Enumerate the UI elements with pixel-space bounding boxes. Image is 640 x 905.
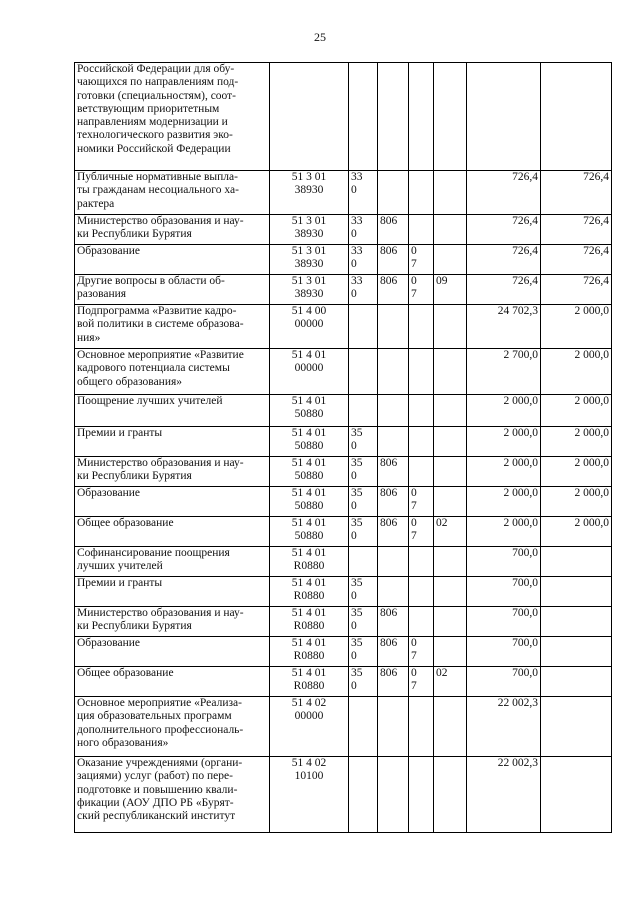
table-row — [75, 487, 612, 517]
table-row — [75, 275, 612, 305]
subsection-code — [434, 577, 467, 607]
amount-2: 726,4 — [541, 215, 612, 245]
row-name: Российской Федерации для обу- чающихся по направлениям под- готовки (специальностям), соот- ветствующим приоритетным направлениям модернизации и технологического развития эко- номики Российской Федерации — [75, 63, 270, 171]
amount-2: 2 000,0 — [541, 349, 612, 395]
subsection-code — [434, 487, 467, 517]
row-name: Другие вопросы в области об- разования — [75, 275, 270, 305]
section-code — [409, 349, 434, 395]
amount-1: 700,0 — [467, 607, 541, 637]
target-article-code: 51 3 01 38930 — [270, 245, 349, 275]
section-code: 0 7 — [409, 245, 434, 275]
section-code — [409, 305, 434, 349]
row-name: Поощрение лучших учителей — [75, 395, 270, 427]
section-code — [409, 697, 434, 757]
subsection-code: 09 — [434, 275, 467, 305]
section-code: 0 7 — [409, 487, 434, 517]
budget-table — [74, 62, 612, 833]
amount-2: 2 000,0 — [541, 517, 612, 547]
expense-type-code: 33 0 — [349, 245, 378, 275]
expense-type-code: 35 0 — [349, 487, 378, 517]
target-article-code: 51 4 01 50880 — [270, 395, 349, 427]
row-name: Основное мероприятие «Реализа- ция образовательных программ дополнительного профессиональ- ного образования» — [75, 697, 270, 757]
target-article-code: 51 4 01 R0880 — [270, 547, 349, 577]
admin-code — [378, 577, 409, 607]
table-row — [75, 215, 612, 245]
section-code: 0 7 — [409, 275, 434, 305]
subsection-code: 02 — [434, 667, 467, 697]
row-name: Образование — [75, 487, 270, 517]
row-name: Премии и гранты — [75, 577, 270, 607]
admin-code: 806 — [378, 245, 409, 275]
admin-code: 806 — [378, 215, 409, 245]
subsection-code — [434, 637, 467, 667]
table-row — [75, 457, 612, 487]
amount-1: 24 702,3 — [467, 305, 541, 349]
subsection-code — [434, 215, 467, 245]
amount-2: 726,4 — [541, 245, 612, 275]
section-code: 0 7 — [409, 637, 434, 667]
admin-code: 806 — [378, 275, 409, 305]
expense-type-code: 35 0 — [349, 427, 378, 457]
admin-code: 806 — [378, 487, 409, 517]
row-name: Основное мероприятие «Развитие кадрового потенциала системы общего образования» — [75, 349, 270, 395]
subsection-code — [434, 607, 467, 637]
target-article-code: 51 4 02 00000 — [270, 697, 349, 757]
amount-2 — [541, 577, 612, 607]
amount-1: 2 000,0 — [467, 457, 541, 487]
admin-code — [378, 171, 409, 215]
section-code — [409, 547, 434, 577]
table-row — [75, 305, 612, 349]
table-row — [75, 517, 612, 547]
amount-2: 2 000,0 — [541, 457, 612, 487]
amount-2 — [541, 637, 612, 667]
amount-1: 22 002,3 — [467, 697, 541, 757]
subsection-code — [434, 757, 467, 833]
table-row — [75, 577, 612, 607]
table-row — [75, 171, 612, 215]
amount-2: 2 000,0 — [541, 305, 612, 349]
target-article-code: 51 4 01 R0880 — [270, 637, 349, 667]
amount-1: 2 000,0 — [467, 487, 541, 517]
row-name: Премии и гранты — [75, 427, 270, 457]
amount-1: 726,4 — [467, 171, 541, 215]
section-code — [409, 457, 434, 487]
section-code — [409, 607, 434, 637]
section-code — [409, 577, 434, 607]
admin-code — [378, 427, 409, 457]
expense-type-code: 35 0 — [349, 457, 378, 487]
target-article-code: 51 4 01 R0880 — [270, 607, 349, 637]
target-article-code: 51 3 01 38930 — [270, 215, 349, 245]
row-name: Софинансирование поощрения лучших учителей — [75, 547, 270, 577]
admin-code: 806 — [378, 607, 409, 637]
amount-1: 700,0 — [467, 667, 541, 697]
row-name: Образование — [75, 637, 270, 667]
expense-type-code — [349, 757, 378, 833]
expense-type-code — [349, 349, 378, 395]
table-row — [75, 427, 612, 457]
table-row — [75, 697, 612, 757]
admin-code — [378, 349, 409, 395]
subsection-code — [434, 245, 467, 275]
amount-1: 2 000,0 — [467, 395, 541, 427]
amount-1: 2 000,0 — [467, 517, 541, 547]
row-name: Оказание учреждениями (органи- зациями) услуг (работ) по пере- подготовке и повышению квали- фикации (АОУ ДПО РБ «Бурят- ский республиканский институт — [75, 757, 270, 833]
amount-1 — [467, 63, 541, 171]
expense-type-code: 33 0 — [349, 171, 378, 215]
section-code — [409, 215, 434, 245]
section-code: 0 7 — [409, 667, 434, 697]
subsection-code — [434, 427, 467, 457]
section-code — [409, 757, 434, 833]
amount-1: 726,4 — [467, 215, 541, 245]
table-row — [75, 245, 612, 275]
amount-2 — [541, 697, 612, 757]
table-row — [75, 395, 612, 427]
expense-type-code: 35 0 — [349, 667, 378, 697]
amount-2 — [541, 607, 612, 637]
subsection-code: 02 — [434, 517, 467, 547]
target-article-code: 51 4 01 00000 — [270, 349, 349, 395]
amount-2 — [541, 63, 612, 171]
section-code — [409, 171, 434, 215]
amount-2: 2 000,0 — [541, 427, 612, 457]
row-name: Общее образование — [75, 517, 270, 547]
target-article-code: 51 4 00 00000 — [270, 305, 349, 349]
target-article-code — [270, 63, 349, 171]
subsection-code — [434, 171, 467, 215]
section-code — [409, 395, 434, 427]
subsection-code — [434, 697, 467, 757]
expense-type-code — [349, 547, 378, 577]
amount-2 — [541, 667, 612, 697]
table-row — [75, 63, 612, 171]
target-article-code: 51 4 02 10100 — [270, 757, 349, 833]
expense-type-code — [349, 395, 378, 427]
table-row — [75, 667, 612, 697]
amount-1: 22 002,3 — [467, 757, 541, 833]
table-row — [75, 607, 612, 637]
subsection-code — [434, 305, 467, 349]
target-article-code: 51 3 01 38930 — [270, 171, 349, 215]
amount-1: 2 700,0 — [467, 349, 541, 395]
expense-type-code: 35 0 — [349, 517, 378, 547]
expense-type-code: 33 0 — [349, 215, 378, 245]
admin-code: 806 — [378, 517, 409, 547]
amount-1: 2 000,0 — [467, 427, 541, 457]
amount-1: 700,0 — [467, 637, 541, 667]
row-name: Подпрограмма «Развитие кадро- вой политики в системе образова- ния» — [75, 305, 270, 349]
admin-code — [378, 395, 409, 427]
admin-code: 806 — [378, 457, 409, 487]
expense-type-code: 35 0 — [349, 577, 378, 607]
expense-type-code: 33 0 — [349, 275, 378, 305]
expense-type-code — [349, 63, 378, 171]
amount-2: 2 000,0 — [541, 395, 612, 427]
subsection-code — [434, 457, 467, 487]
table-row — [75, 637, 612, 667]
section-code: 0 7 — [409, 517, 434, 547]
admin-code — [378, 697, 409, 757]
admin-code — [378, 305, 409, 349]
row-name: Министерство образования и нау- ки Республики Бурятия — [75, 607, 270, 637]
table-row — [75, 757, 612, 833]
amount-1: 700,0 — [467, 577, 541, 607]
admin-code — [378, 757, 409, 833]
amount-2: 2 000,0 — [541, 487, 612, 517]
amount-2 — [541, 757, 612, 833]
admin-code: 806 — [378, 637, 409, 667]
table-row — [75, 547, 612, 577]
target-article-code: 51 4 01 50880 — [270, 457, 349, 487]
page-number: 25 — [314, 30, 326, 44]
row-name: Образование — [75, 245, 270, 275]
section-code — [409, 63, 434, 171]
row-name: Министерство образования и нау- ки Республики Бурятия — [75, 215, 270, 245]
admin-code — [378, 547, 409, 577]
amount-2: 726,4 — [541, 275, 612, 305]
admin-code: 806 — [378, 667, 409, 697]
row-name: Общее образование — [75, 667, 270, 697]
target-article-code: 51 4 01 50880 — [270, 427, 349, 457]
target-article-code: 51 4 01 R0880 — [270, 577, 349, 607]
subsection-code — [434, 63, 467, 171]
amount-1: 700,0 — [467, 547, 541, 577]
expense-type-code — [349, 305, 378, 349]
amount-2: 726,4 — [541, 171, 612, 215]
target-article-code: 51 4 01 R0880 — [270, 667, 349, 697]
expense-type-code — [349, 697, 378, 757]
target-article-code: 51 4 01 50880 — [270, 517, 349, 547]
amount-2 — [541, 547, 612, 577]
amount-1: 726,4 — [467, 275, 541, 305]
target-article-code: 51 3 01 38930 — [270, 275, 349, 305]
amount-1: 726,4 — [467, 245, 541, 275]
expense-type-code: 35 0 — [349, 607, 378, 637]
row-name: Публичные нормативные выпла- ты гражданам несоциального ха- рактера — [75, 171, 270, 215]
section-code — [409, 427, 434, 457]
row-name: Министерство образования и нау- ки Республики Бурятия — [75, 457, 270, 487]
admin-code — [378, 63, 409, 171]
target-article-code: 51 4 01 50880 — [270, 487, 349, 517]
table-row — [75, 349, 612, 395]
subsection-code — [434, 349, 467, 395]
subsection-code — [434, 395, 467, 427]
subsection-code — [434, 547, 467, 577]
expense-type-code: 35 0 — [349, 637, 378, 667]
table-body — [75, 63, 612, 833]
